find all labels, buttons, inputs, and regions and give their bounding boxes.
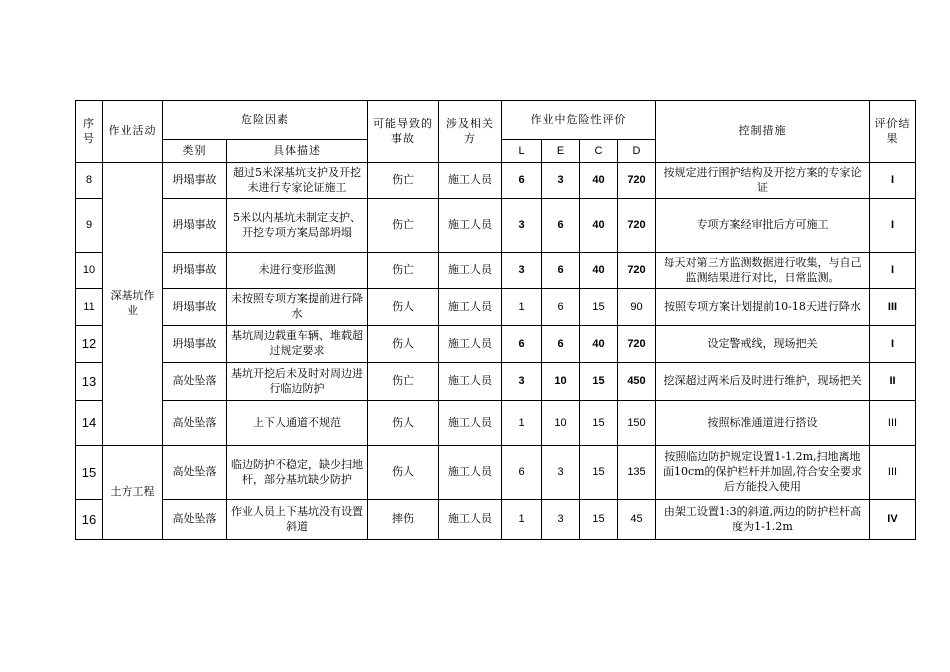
- row-description: 上下人通道不规范: [227, 401, 368, 446]
- row-result: I: [870, 163, 916, 199]
- table-row: [76, 363, 916, 401]
- row-C: 40: [580, 163, 618, 199]
- row-D: 720: [618, 326, 656, 363]
- row-seq: 15: [76, 446, 103, 500]
- row-result: III: [870, 446, 916, 500]
- table-row: [76, 401, 916, 446]
- row-control: 按照标准通道进行搭设: [656, 401, 870, 446]
- row-description: 基坑周边载重车辆、堆载超过规定要求: [227, 326, 368, 363]
- row-C: 40: [580, 253, 618, 289]
- risk-assessment-table: [75, 100, 916, 540]
- header-C: C: [580, 140, 618, 163]
- row-category: 坍塌事故: [163, 163, 227, 199]
- row-result: IV: [870, 500, 916, 540]
- row-D: 135: [618, 446, 656, 500]
- row-E: 3: [542, 163, 580, 199]
- row-description: 未进行变形监测: [227, 253, 368, 289]
- row-accident: 伤人: [368, 326, 439, 363]
- row-control: 设定警戒线，现场把关: [656, 326, 870, 363]
- row-category: 高处坠落: [163, 500, 227, 540]
- row-accident: 伤人: [368, 289, 439, 326]
- row-control: 由架工设置1:3的斜道,两边的防护栏杆高度为1-1.2m: [656, 500, 870, 540]
- activity-group-deep-pit: 深基坑作业: [103, 163, 163, 446]
- row-party: 施工人员: [439, 326, 502, 363]
- row-seq: 10: [76, 253, 103, 289]
- table-row: [76, 326, 916, 363]
- row-D: 720: [618, 199, 656, 253]
- row-description: 临边防护不稳定，缺少扫地杆，部分基坑缺少防护: [227, 446, 368, 500]
- row-category: 高处坠落: [163, 363, 227, 401]
- row-category: 坍塌事故: [163, 199, 227, 253]
- row-category: 坍塌事故: [163, 253, 227, 289]
- row-C: 15: [580, 500, 618, 540]
- row-result: II: [870, 363, 916, 401]
- row-category: 坍塌事故: [163, 289, 227, 326]
- row-E: 6: [542, 253, 580, 289]
- table-row: [76, 446, 916, 500]
- row-seq: 12: [76, 326, 103, 363]
- activity-group-earthwork: 土方工程: [103, 446, 163, 540]
- row-accident: 伤亡: [368, 253, 439, 289]
- row-category: 高处坠落: [163, 446, 227, 500]
- row-seq: 16: [76, 500, 103, 540]
- row-accident: 伤亡: [368, 363, 439, 401]
- header-category: 类别: [163, 140, 227, 163]
- row-party: 施工人员: [439, 446, 502, 500]
- row-E: 6: [542, 326, 580, 363]
- row-description: 未按照专项方案提前进行降水: [227, 289, 368, 326]
- row-description: 5米以内基坑未制定支护、开挖专项方案局部坍塌: [227, 199, 368, 253]
- row-control: 每天对第三方监测数据进行收集，与自己监测结果进行对比，日常监测。: [656, 253, 870, 289]
- header-hazard: 危险因素: [163, 101, 368, 140]
- header-seq: 序号: [76, 101, 103, 163]
- row-D: 45: [618, 500, 656, 540]
- header-description: 具体描述: [227, 140, 368, 163]
- row-result: III: [870, 289, 916, 326]
- row-L: 6: [502, 326, 542, 363]
- header-activity: 作业活动: [103, 101, 163, 163]
- row-C: 40: [580, 326, 618, 363]
- row-E: 6: [542, 199, 580, 253]
- row-seq: 13: [76, 363, 103, 401]
- row-D: 150: [618, 401, 656, 446]
- row-L: 3: [502, 253, 542, 289]
- row-E: 10: [542, 401, 580, 446]
- row-seq: 14: [76, 401, 103, 446]
- row-seq: 8: [76, 163, 103, 199]
- header-L: L: [502, 140, 542, 163]
- row-D: 90: [618, 289, 656, 326]
- header-result: 评价结果: [870, 101, 916, 163]
- row-control: 按规定进行围护结构及开挖方案的专家论证: [656, 163, 870, 199]
- row-accident: 伤亡: [368, 199, 439, 253]
- row-party: 施工人员: [439, 199, 502, 253]
- header-control: 控制措施: [656, 101, 870, 163]
- row-control: 按照临边防护规定设置1-1.2m,扫地离地面10cm的保护栏杆并加固,符合安全要求后方能投入使用: [656, 446, 870, 500]
- row-E: 3: [542, 500, 580, 540]
- table-row: [76, 163, 916, 199]
- row-L: 1: [502, 500, 542, 540]
- row-L: 1: [502, 289, 542, 326]
- row-E: 3: [542, 446, 580, 500]
- row-accident: 伤人: [368, 401, 439, 446]
- row-L: 1: [502, 401, 542, 446]
- table-row: [76, 253, 916, 289]
- row-E: 10: [542, 363, 580, 401]
- table-row: [76, 500, 916, 540]
- row-seq: 11: [76, 289, 103, 326]
- header-row-top: [76, 101, 916, 140]
- row-D: 720: [618, 253, 656, 289]
- row-description: 基坑开挖后未及时对周边进行临边防护: [227, 363, 368, 401]
- row-C: 15: [580, 401, 618, 446]
- row-accident: 摔伤: [368, 500, 439, 540]
- row-result: I: [870, 326, 916, 363]
- header-party: 涉及相关方: [439, 101, 502, 163]
- row-result: III: [870, 401, 916, 446]
- row-L: 6: [502, 446, 542, 500]
- table-row: [76, 289, 916, 326]
- row-party: 施工人员: [439, 253, 502, 289]
- row-E: 6: [542, 289, 580, 326]
- header-D: D: [618, 140, 656, 163]
- row-control: 专项方案经审批后方可施工: [656, 199, 870, 253]
- row-C: 40: [580, 199, 618, 253]
- row-party: 施工人员: [439, 500, 502, 540]
- row-D: 450: [618, 363, 656, 401]
- row-seq: 9: [76, 199, 103, 253]
- row-party: 施工人员: [439, 289, 502, 326]
- row-L: 6: [502, 163, 542, 199]
- row-party: 施工人员: [439, 363, 502, 401]
- row-D: 720: [618, 163, 656, 199]
- row-C: 15: [580, 289, 618, 326]
- row-accident: 伤人: [368, 446, 439, 500]
- header-accident: 可能导致的事故: [368, 101, 439, 163]
- row-accident: 伤亡: [368, 163, 439, 199]
- row-party: 施工人员: [439, 163, 502, 199]
- header-E: E: [542, 140, 580, 163]
- row-category: 高处坠落: [163, 401, 227, 446]
- table-row: [76, 199, 916, 253]
- row-description: 作业人员上下基坑没有设置斜道: [227, 500, 368, 540]
- row-control: 按照专项方案计划提前10-18天进行降水: [656, 289, 870, 326]
- row-result: I: [870, 253, 916, 289]
- row-result: I: [870, 199, 916, 253]
- row-category: 坍塌事故: [163, 326, 227, 363]
- row-description: 超过5米深基坑支护及开挖未进行专家论证施工: [227, 163, 368, 199]
- row-C: 15: [580, 446, 618, 500]
- row-L: 3: [502, 199, 542, 253]
- header-evaluation: 作业中危险性评价: [502, 101, 656, 140]
- row-party: 施工人员: [439, 401, 502, 446]
- row-L: 3: [502, 363, 542, 401]
- row-control: 挖深超过两米后及时进行维护，现场把关: [656, 363, 870, 401]
- row-C: 15: [580, 363, 618, 401]
